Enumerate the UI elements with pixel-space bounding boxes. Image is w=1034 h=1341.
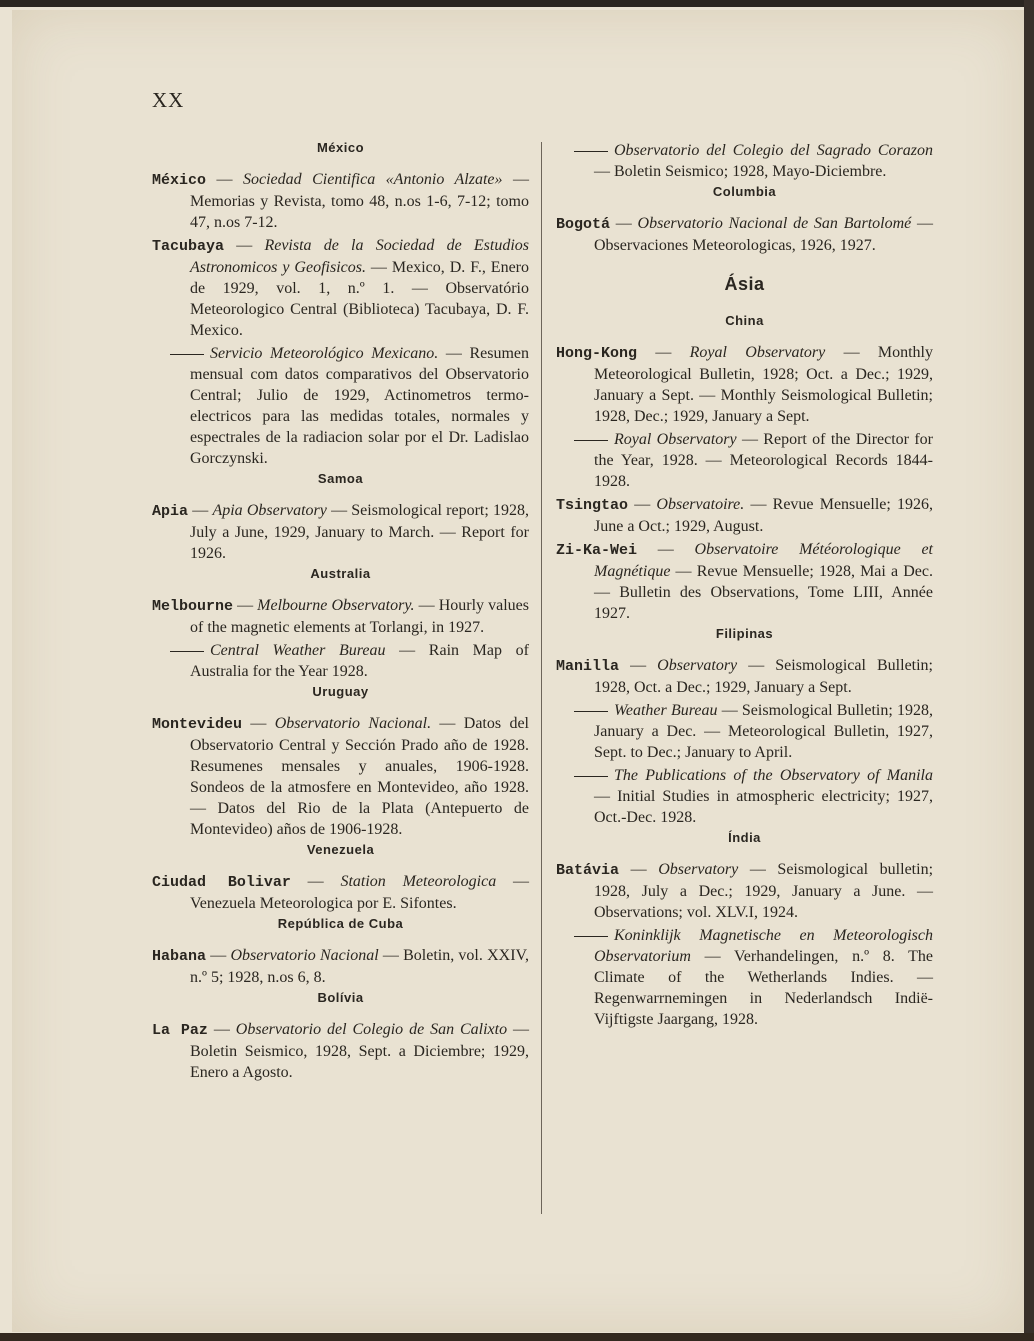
catalog-entry: Habana — Observatorio Nacional — Boletin, vol. XXIV, n.º 5; 1928, n.os 6, 8. (152, 947, 530, 986)
entry-details: — Hourly values of the magnetic elements at Torlangi, in 1927. (190, 597, 529, 636)
section-heading: Ásia (724, 274, 765, 294)
scan-right-border (1024, 0, 1034, 1341)
section-heading: China (725, 313, 764, 328)
catalog-entry: Manilla — Observatory — Seismological Bulletin; 1928, Oct. a Dec.; 1929, January a Sept. (556, 657, 934, 696)
section-heading: México (316, 140, 365, 155)
entry-details: — Mexico, D. F., Enero de 1929, vol. 1, n.º 1. — Observatório Meteorologico Central (Biblioteca) Tacubaya, D. F. Mexico. (190, 259, 529, 339)
catalog-entry: Montevideu — Observatorio Nacional. — Datos del Observatorio Central y Sección Prado año de 1928. Resumenes mensales y anuales, 1906-1928. Sondeos de la atmosfere en Montevideo, año 1928. — Datos del Rio de la Plata (Antepuerto de Montevideo) años de 1906-1928. (152, 715, 529, 838)
entry-title: Central Weather Bureau (210, 642, 386, 659)
section-heading: Columbia (712, 184, 777, 199)
entry-title: Revista de la Sociedad de Estudios Astronomicos y Geofisicos. (190, 237, 529, 276)
entry-details: — Seismological report; 1928, July a June, 1929, January to March. — Report for 1926. (190, 502, 530, 562)
entry-details: — Rain Map of Australia for the Year 1928. (190, 642, 529, 680)
sub-entry (152, 640, 529, 682)
scan-top-border (0, 0, 1034, 7)
entry-details: — Revue Mensuelle; 1926, June a Oct.; 1929, August. (594, 496, 933, 535)
ditto-dash (170, 354, 204, 355)
entry-place: Hong-Kong (556, 345, 638, 362)
catalog-entry: La Paz — Observatorio del Colegio de San Calixto — Boletin Seismico, 1928, Sept. a Diciembre; 1929, Enero a Agosto. (152, 1021, 530, 1081)
entry-details: — Observaciones Meteorologicas, 1926, 1927. (594, 215, 934, 254)
section-heading: Índia (728, 830, 761, 845)
catalog-entry: México — Sociedad Cientifica «Antonio Alzate» — Memorias y Revista, tomo 48, n.os 1-6, 7-12; tomo 47, n.os 7-12. (152, 171, 529, 231)
sub-entry (556, 700, 933, 763)
scan-bottom-border (0, 1333, 1034, 1341)
catalog-entry: Melbourne — Melbourne Observatory. — Hourly values of the magnetic elements at Torlangi, in 1927. (152, 597, 529, 636)
section-heading: Bolívia (317, 990, 364, 1005)
entry-title: Royal Observatory (689, 344, 826, 361)
entry-details: — Boletin Seismico, 1928, Sept. a Diciembre; 1929, Enero a Agosto. (190, 1021, 530, 1081)
section-heading: Uruguay (312, 684, 369, 699)
entry-title: Observatorio Nacional. (274, 715, 432, 732)
catalog-entry: Tsingtao — Observatoire. — Revue Mensuelle; 1926, June a Oct.; 1929, August. (556, 496, 933, 535)
ditto-dash (574, 440, 608, 441)
entry-title: Koninklijk Magnetische en Meteorologisch Observatorium (594, 927, 933, 965)
entry-title: Station Meteorologica (340, 873, 497, 890)
entry-title: Servicio Meteorológico Mexicano. (210, 345, 439, 362)
entry-details: — Venezuela Meteorologica por E. Sifontes. (190, 873, 530, 912)
entry-details: — Memorias y Revista, tomo 48, n.os 1-6, 7-12; tomo 47, n.os 7-12. (190, 171, 529, 231)
catalog-entry: Ciudad Bolivar — Station Meteorologica — Venezuela Meteorologica por E. Sifontes. (152, 873, 530, 912)
entry-details: — Boletin, vol. XXIV, n.º 5; 1928, n.os 6, 8. (190, 947, 530, 986)
entry-details: — Report of the Director for the Year, 1928. — Meteorological Records 1844-1928. (594, 431, 933, 490)
entry-details: — Revue Mensuelle; 1928, Mai a Dec. — Bulletin des Observations, Tome LIII, Année 1927. (594, 563, 933, 622)
entry-title: Observatory (658, 861, 739, 878)
right-column (556, 140, 933, 1032)
page-number: XX (152, 88, 185, 112)
entry-place: México (152, 172, 207, 189)
section-heading: Samoa (317, 471, 364, 486)
entry-place: Batávia (556, 862, 620, 879)
section-heading: Filipinas (715, 626, 774, 641)
sub-entry (556, 429, 933, 492)
entry-place: Melbourne (152, 598, 234, 615)
entry-details: — Resumen mensual com datos comparativos del Observatorio Central; Julio de 1929, Actinometros termo-electricos para las medidas totales, normales y espectrales de la radiacion solar por el Dr. Ladislao Gorczynski. (190, 345, 529, 467)
entry-place: Habana (152, 948, 207, 965)
catalog-entry: Apia — Apia Observatory — Seismological report; 1928, July a June, 1929, January to March. — Report for 1926. (152, 502, 530, 562)
entry-details: — Datos del Observatorio Central y Sección Prado año de 1928. Resumenes mensales y anuales, 1906-1928. Sondeos de la atmosfere en Montevideo, año 1928. — Datos del Rio de la Plata (Antepuerto de Montevideo) años de 1906-1928. (190, 715, 529, 838)
entry-title: Weather Bureau (614, 702, 718, 719)
entry-title: Royal Observatory (614, 431, 737, 448)
entry-title: Apia Observatory (212, 502, 327, 519)
entry-details: — Boletin Seismico; 1928, Mayo-Diciembre. (594, 163, 887, 180)
catalog-entry: Bogotá — Observatorio Nacional de San Bartolomé — Observaciones Meteorologicas, 1926, 1927. (556, 215, 934, 254)
spacer (152, 1083, 529, 1085)
spacer (556, 1030, 933, 1032)
entry-title: Observatory (657, 657, 738, 674)
entry-title: Observatoire Météorologique et Magnétique (594, 541, 933, 580)
entry-details: — Monthly Meteorological Bulletin, 1928; Oct. a Dec.; 1929, January a Sept. — Monthly Seismological Bulletin; 1928, Dec.; 1929, January a Sept. (594, 344, 934, 425)
entry-place: Tsingtao (556, 497, 629, 514)
entry-details: — Seismological Bulletin; 1928, Oct. a Dec.; 1929, January a Sept. (594, 657, 934, 696)
entry-details: — Seismological bulletin; 1928, July a Dec.; 1929, January a June. — Observations; vol. XLV.I, 1924. (594, 861, 934, 921)
left-column (152, 140, 529, 1085)
entry-details: — Seismological Bulletin; 1928, January a Dec. — Meteorological Bulletin, 1927, Sept. to Dec.; January to April. (594, 702, 933, 761)
entry-details: — Verhandelingen, n.º 8. The Climate of the Wetherlands Indies. — Regenwarrnemingen in Nederlandsch Indië-Vijftigste Jaargang, 1928. (594, 948, 933, 1028)
ditto-dash (170, 651, 204, 652)
catalog-entry: Zi-Ka-Wei — Observatoire Météorologique et Magnétique — Revue Mensuelle; 1928, Mai a Dec. — Bulletin des Observations, Tome LIII, Année 1927. (556, 541, 933, 622)
ditto-dash (574, 776, 608, 777)
entry-place: Montevideu (152, 716, 243, 733)
section-heading: Venezuela (306, 842, 375, 857)
ditto-dash (574, 936, 608, 937)
entry-place: Bogotá (556, 216, 611, 233)
entry-title: The Publications of the Observatory of Manila (614, 767, 933, 784)
sub-entry (556, 765, 933, 828)
entry-title: Melbourne Observatory. (257, 597, 415, 614)
sub-entry (556, 140, 933, 182)
entry-title: Sociedad Cientifica «Antonio Alzate» (242, 171, 503, 188)
section-heading: República de Cuba (277, 916, 404, 931)
catalog-entry: Tacubaya — Revista de la Sociedad de Estudios Astronomicos y Geofisicos. — Mexico, D. F., Enero de 1929, vol. 1, n.º 1. — Observatório Meteorologico Central (Biblioteca) Tacubaya, D. F. Mexico. (152, 237, 529, 339)
entry-title: Observatoire. (656, 496, 745, 513)
entry-place: Ciudad Bolivar (152, 874, 291, 891)
entry-title: Observatorio del Colegio de San Calixto (235, 1021, 508, 1038)
spacer (556, 256, 933, 258)
ditto-dash (574, 711, 608, 712)
ditto-dash (574, 151, 608, 152)
catalog-entry: Hong-Kong — Royal Observatory — Monthly Meteorological Bulletin, 1928; Oct. a Dec.; 1929, January a Sept. — Monthly Seismological Bulletin; 1928, Dec.; 1929, January a Sept. (556, 344, 934, 425)
entry-place: La Paz (152, 1022, 208, 1039)
entry-title: Observatorio Nacional de San Bartolomé (637, 215, 912, 232)
column-rule (541, 142, 542, 1214)
section-heading: Australia (310, 566, 371, 581)
entry-place: Zi-Ka-Wei (556, 542, 638, 559)
entry-title: Observatorio Nacional (230, 947, 379, 964)
entry-title: Observatorio del Colegio del Sagrado Corazon (614, 142, 933, 159)
sub-entry (556, 925, 933, 1030)
entry-place: Manilla (556, 658, 620, 675)
entry-details: — Initial Studies in atmospheric electricity; 1927, Oct.-Dec. 1928. (594, 788, 933, 826)
entry-place: Tacubaya (152, 238, 225, 255)
sub-entry (152, 343, 529, 469)
entry-place: Apia (152, 503, 189, 520)
catalog-entry: Batávia — Observatory — Seismological bulletin; 1928, July a Dec.; 1929, January a June. — Observations; vol. XLV.I, 1924. (556, 861, 934, 921)
